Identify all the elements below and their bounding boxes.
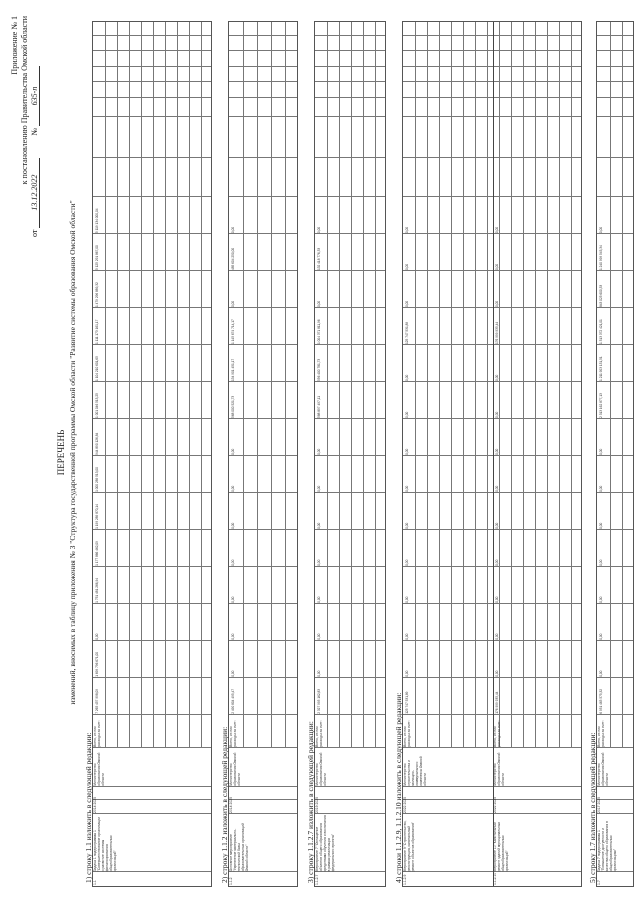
row-amount: 0,00 [317, 448, 321, 455]
column-rule [403, 529, 581, 530]
appendix-number: 635-п [30, 66, 40, 126]
column-rule [93, 381, 211, 382]
column-rule [93, 157, 211, 158]
column-rule [93, 529, 211, 530]
column-rule [403, 233, 581, 234]
row-rule [610, 22, 611, 748]
column-rule [93, 640, 211, 641]
row-amount: 0,00 [231, 559, 235, 566]
column-rule [93, 786, 211, 787]
column-rule [93, 677, 211, 678]
row-amount: 1 111 173 161,17 [95, 319, 99, 344]
row-amount: 0,00 [405, 633, 409, 640]
column-rule [403, 799, 581, 800]
row-source: Всего, из них расходы за счет: [493, 720, 501, 747]
row-amount: 0,00 [231, 633, 235, 640]
row-amount: 2 313 162 877,13 [599, 393, 603, 418]
row-amount: 588 897 497,11 [317, 396, 321, 418]
row-amount: 1 479 296 889,32 [95, 282, 99, 308]
row-rule [375, 22, 376, 748]
row-code: 1.1.2.10 [493, 872, 497, 885]
row-amount: 1 000 289 513,00 [95, 467, 99, 492]
row-rule [327, 22, 328, 748]
column-rule [93, 418, 211, 419]
column-rule [597, 677, 633, 678]
column-rule [315, 813, 385, 814]
row-amount: 1 699 796 671,00 [95, 651, 99, 677]
appendix-line: к постановлению Правительства Омской области [20, 16, 29, 185]
row-rule [439, 22, 440, 748]
row-amount: 0,00 [405, 263, 409, 271]
row-amount: 2 490 804 495,47 [231, 688, 235, 714]
column-rule [403, 418, 581, 419]
column-rule [229, 714, 297, 715]
column-rule [597, 233, 633, 234]
row-amount: 0,00 [495, 633, 499, 640]
column-rule [403, 97, 581, 98]
column-rule [403, 603, 581, 604]
column-rule [229, 344, 297, 345]
row-amount: 1 751 481 266,94 [95, 578, 99, 603]
row-code: 1.1.2.9 [403, 874, 407, 885]
row-years: 2014 2025 [229, 796, 233, 813]
column-rule [597, 529, 633, 530]
row-amount: 556 400 781,73 [317, 358, 321, 381]
column-rule [229, 66, 297, 67]
row-rule [153, 22, 154, 748]
column-rule [229, 50, 297, 51]
row-amount: 0,00 [599, 485, 603, 492]
column-rule [93, 747, 211, 748]
row-rule [339, 22, 340, 748]
row-years: 2014 2025 [93, 796, 97, 813]
row-rule [189, 22, 190, 748]
row-amount: 1 211 903 131,51 [599, 356, 603, 381]
column-rule [229, 529, 297, 530]
row-code: 1.1.2 [229, 877, 233, 885]
column-rule [597, 157, 633, 158]
column-rule [597, 344, 633, 345]
row-amount: 1 199 289 870,14 [95, 504, 99, 529]
row-amount: 0,00 [231, 448, 235, 455]
row-amount: 0,00 [405, 596, 409, 603]
row-amount: 1 001 046 513,25 [95, 393, 99, 418]
row-amount: 125 747 531,89 [405, 691, 409, 714]
row-amount: 176 999 935,44 [495, 691, 499, 714]
row-amount: 0,00 [405, 411, 409, 418]
row-rule [363, 22, 364, 748]
column-rule [597, 116, 633, 117]
row-description: Мероприятие 10 "Капитальный ремонт зданий муниципальных общеобразовательных организаций" [493, 821, 509, 872]
column-rule [229, 492, 297, 493]
column-rule [315, 799, 385, 800]
column-rule [93, 799, 211, 800]
column-rule [597, 566, 633, 567]
row-amount: 0,00 [599, 522, 603, 529]
row-amount: 0,00 [405, 485, 409, 492]
row-amount: 0,00 [495, 300, 499, 308]
row-amount: 0,00 [599, 226, 603, 234]
row-source: Всего, из них расходы за счет: [403, 720, 411, 747]
column-rule [597, 381, 633, 382]
row-amount: 0,00 [317, 226, 321, 234]
column-rule [315, 786, 385, 787]
row-amount: 0,00 [405, 300, 409, 308]
row-description: Основное мероприятие "Укрепление материально-технической базы образовательных организаций Омской области" [229, 823, 249, 872]
row-rule [165, 22, 166, 748]
row-amount: 0,00 [599, 448, 603, 455]
column-rule [93, 455, 211, 456]
row-amount: 0,00 [495, 263, 499, 271]
row-years: 2019 2025 [315, 796, 319, 813]
column-rule [597, 97, 633, 98]
column-rule [597, 66, 633, 67]
column-rule [93, 871, 211, 872]
column-rule [93, 603, 211, 604]
appendix-title: Приложение № 1 [10, 16, 19, 75]
row-source: Всего, из них расходы за счет: [315, 720, 323, 747]
column-rule [597, 813, 633, 814]
row-rule [499, 22, 500, 748]
row-rule [129, 22, 130, 748]
column-rule [229, 455, 297, 456]
row-executor: Министерство образования Омской области [493, 752, 505, 786]
column-rule [93, 66, 211, 67]
row-amount: 1 004 371 811,96 [317, 319, 321, 344]
row-amount: 0,00 [495, 411, 499, 418]
row-executor: Министерство образования Омской области [315, 752, 327, 786]
row-amount: 843 025 600,33 [599, 284, 603, 308]
row-amount: 0,00 [95, 633, 99, 640]
column-rule [597, 50, 633, 51]
column-rule [93, 97, 211, 98]
row-amount: 5 125 291 867,00 [95, 245, 99, 271]
row-rule [105, 22, 106, 748]
column-rule [229, 677, 297, 678]
row-rule [415, 22, 416, 748]
row-amount: 0,00 [231, 485, 235, 492]
column-rule [597, 418, 633, 419]
column-rule [229, 418, 297, 419]
row-source: Всего, из них расходы за счет: [229, 720, 237, 747]
row-rule [271, 22, 272, 748]
row-amount: 0,00 [317, 522, 321, 529]
column-rule [229, 813, 297, 814]
row-amount: 1 145 674 714,17 [231, 319, 235, 344]
column-rule [403, 640, 581, 641]
row-rule [475, 22, 476, 748]
row-amount: 1 240 999 545,34 [599, 245, 603, 271]
row-years: 2022 2025 [403, 796, 407, 813]
column-rule [229, 97, 297, 98]
column-rule [229, 196, 297, 197]
row-amount: 0,00 [317, 559, 321, 566]
column-rule [229, 270, 297, 271]
row-amount: 132 418 776,33 [317, 247, 321, 271]
column-rule [403, 66, 581, 67]
amendment-table [402, 21, 582, 887]
row-code: 1.1 [93, 880, 97, 885]
row-rule [511, 22, 512, 748]
row-amount: 0,00 [405, 522, 409, 529]
row-years: 2017 2025 [597, 796, 601, 813]
amendment-table [314, 21, 386, 887]
row-executor: Министерство строительства и жилищно-коммунального комплекса Омской области [403, 756, 427, 786]
row-amount: 0,00 [495, 559, 499, 566]
row-amount: 0,00 [231, 300, 235, 308]
row-rule [427, 22, 428, 748]
column-rule [597, 603, 633, 604]
row-rule [201, 22, 202, 748]
column-rule [229, 233, 297, 234]
column-rule [93, 813, 211, 814]
column-rule [403, 35, 581, 36]
row-amount: 1 313 372 421,01 [599, 319, 603, 344]
row-amount: 0,00 [495, 522, 499, 529]
row-amount: 0,00 [495, 670, 499, 677]
row-amount: 6 931 463 575,32 [599, 688, 603, 714]
column-rule [403, 381, 581, 382]
column-rule [93, 81, 211, 82]
row-code: 1.1.2.7 [315, 874, 319, 885]
column-rule [597, 747, 633, 748]
row-amount: 0,00 [317, 300, 321, 308]
column-rule [403, 786, 581, 787]
column-rule [229, 640, 297, 641]
row-amount: 0,00 [317, 670, 321, 677]
column-rule [229, 747, 297, 748]
column-rule [93, 270, 211, 271]
column-rule [403, 871, 581, 872]
row-amount: 0,00 [495, 374, 499, 381]
row-executor: Министерство образования Омской области [229, 752, 241, 786]
column-rule [229, 566, 297, 567]
row-rule [547, 22, 548, 748]
row-executor: Министерство образования Омской области [597, 752, 609, 786]
column-rule [229, 603, 297, 604]
row-rule [559, 22, 560, 748]
row-rule [117, 22, 118, 748]
row-amount: 0,00 [231, 226, 235, 234]
column-rule [403, 116, 581, 117]
column-rule [403, 813, 581, 814]
column-rule [93, 307, 211, 308]
row-amount: 5 119 134 000,04 [95, 208, 99, 234]
column-rule [597, 799, 633, 800]
column-rule [403, 307, 581, 308]
row-amount: 0,00 [405, 559, 409, 566]
column-rule [403, 714, 581, 715]
column-rule [597, 196, 633, 197]
column-rule [93, 233, 211, 234]
column-rule [403, 157, 581, 158]
column-rule [403, 747, 581, 748]
column-rule [403, 677, 581, 678]
row-amount: 0,00 [495, 448, 499, 455]
amendment-table [92, 21, 212, 887]
column-rule [93, 35, 211, 36]
row-code: 1.7 [597, 880, 601, 885]
row-rule [177, 22, 178, 748]
column-rule [403, 196, 581, 197]
row-rule [523, 22, 524, 748]
column-rule [229, 786, 297, 787]
row-rule [463, 22, 464, 748]
row-amount: 0,00 [317, 596, 321, 603]
row-amount: 7 265 457 998,09 [95, 688, 99, 714]
column-rule [229, 871, 297, 872]
column-rule [93, 492, 211, 493]
amendment-table [228, 21, 298, 887]
amendment-table [596, 21, 634, 887]
row-amount: 0,00 [599, 596, 603, 603]
row-amount: 134 901 451,17 [231, 358, 235, 381]
row-amount: 0,00 [405, 448, 409, 455]
column-rule [403, 566, 581, 567]
row-amount: 0,00 [599, 633, 603, 640]
row-rule [257, 22, 258, 748]
column-rule [229, 35, 297, 36]
row-amount: 0,00 [405, 374, 409, 381]
row-description: Мероприятие 9 "Строительство, реконструкция, капитальный ремонт объектов образования" [403, 820, 415, 872]
row-rule [285, 22, 286, 748]
row-amount: 944 890 126,84 [95, 432, 99, 455]
column-rule [597, 307, 633, 308]
section-label: 5) строку 1.7 изложить в следующей редакции: [588, 732, 597, 883]
column-rule [403, 81, 581, 82]
row-amount: 0,00 [495, 596, 499, 603]
row-rule [243, 22, 244, 748]
row-amount: 0,00 [231, 522, 235, 529]
number-prefix: № [30, 127, 39, 136]
row-amount: 0,00 [495, 226, 499, 234]
row-rule [451, 22, 452, 748]
document-title: ПЕРЕЧЕНЬ [56, 429, 66, 476]
column-rule [597, 81, 633, 82]
row-years: 2022 2025 [493, 796, 497, 813]
appendix-date: 13.12.2022 [30, 158, 40, 228]
column-rule [229, 116, 297, 117]
column-rule [93, 50, 211, 51]
column-rule [597, 270, 633, 271]
row-description: Задача 1 подпрограммы 1 "Совершенствование организации и развитие системы финансирования общеобразовательных организаций" [93, 816, 117, 872]
column-rule [93, 566, 211, 567]
row-rule [351, 22, 352, 748]
appendix-date-row [30, 66, 40, 237]
column-rule [93, 344, 211, 345]
row-amount: 568 000 521,73 [231, 395, 235, 418]
row-amount: 0,00 [231, 670, 235, 677]
date-prefix: от [30, 229, 39, 237]
row-source: Всего, из них расходы за счет: [597, 720, 605, 747]
row-rule [141, 22, 142, 748]
column-rule [597, 786, 633, 787]
column-rule [229, 799, 297, 800]
column-rule [229, 381, 297, 382]
column-rule [229, 307, 297, 308]
column-rule [403, 344, 581, 345]
column-rule [93, 196, 211, 197]
row-rule [535, 22, 536, 748]
row-amount: 125 747 531,89 [405, 321, 409, 344]
column-rule [597, 640, 633, 641]
row-amount: 0,00 [599, 559, 603, 566]
column-rule [597, 871, 633, 872]
row-amount: 2 327 993 162,83 [317, 688, 321, 714]
section-label: 1) строку 1.1 изложить в следующей редакции: [84, 732, 93, 883]
document-subtitle: изменений, вносимых в таблицу приложения № 3 "Структура государственной программы Омской области "Развитие системы образования Омской области" [68, 200, 77, 705]
column-rule [597, 455, 633, 456]
row-amount: 0,00 [599, 670, 603, 677]
row-rule [487, 22, 488, 748]
column-rule [229, 81, 297, 82]
column-rule [93, 714, 211, 715]
column-rule [315, 871, 385, 872]
row-amount: 176 999 935,44 [495, 321, 499, 344]
column-rule [597, 35, 633, 36]
column-rule [229, 157, 297, 158]
row-amount: 485 604 250,00 [231, 247, 235, 271]
row-rule [622, 22, 623, 748]
column-rule [597, 492, 633, 493]
row-amount: 1 177 866 462,09 [95, 541, 99, 566]
row-description: Мероприятие 7 "Оснащение объектов общего образования средствами обучения и воспитания в рамках реализации федерального проекта" [315, 815, 335, 872]
row-executor: Министерство образования Омской области [93, 752, 105, 786]
row-amount: 0,00 [317, 485, 321, 492]
row-amount: 0,00 [317, 633, 321, 640]
column-rule [93, 116, 211, 117]
column-rule [403, 50, 581, 51]
section-label: 2) строку 1.1.2 изложить в следующей редакции: [220, 726, 229, 883]
row-amount: 0,00 [405, 670, 409, 677]
column-rule [597, 714, 633, 715]
row-source: Всего, из них расходы за счет: [93, 720, 101, 747]
section-label: 4) строки 1.1.2.9, 1.1.2.10 изложить в следующей редакции: [394, 692, 403, 883]
column-rule [403, 270, 581, 271]
section-label: 3) строку 1.1.2.7 изложить в следующей редакции: [306, 721, 315, 883]
row-amount: 1 104 210 601,65 [95, 356, 99, 381]
row-rule [571, 22, 572, 748]
row-description: Задача 7 подпрограммы 1 "Повышение доступности и качества общего образования в общеобразовательных организациях" [597, 821, 617, 872]
row-amount: 0,00 [231, 596, 235, 603]
row-amount: 0,00 [405, 226, 409, 234]
row-amount: 0,00 [495, 485, 499, 492]
column-rule [403, 492, 581, 493]
column-rule [403, 455, 581, 456]
